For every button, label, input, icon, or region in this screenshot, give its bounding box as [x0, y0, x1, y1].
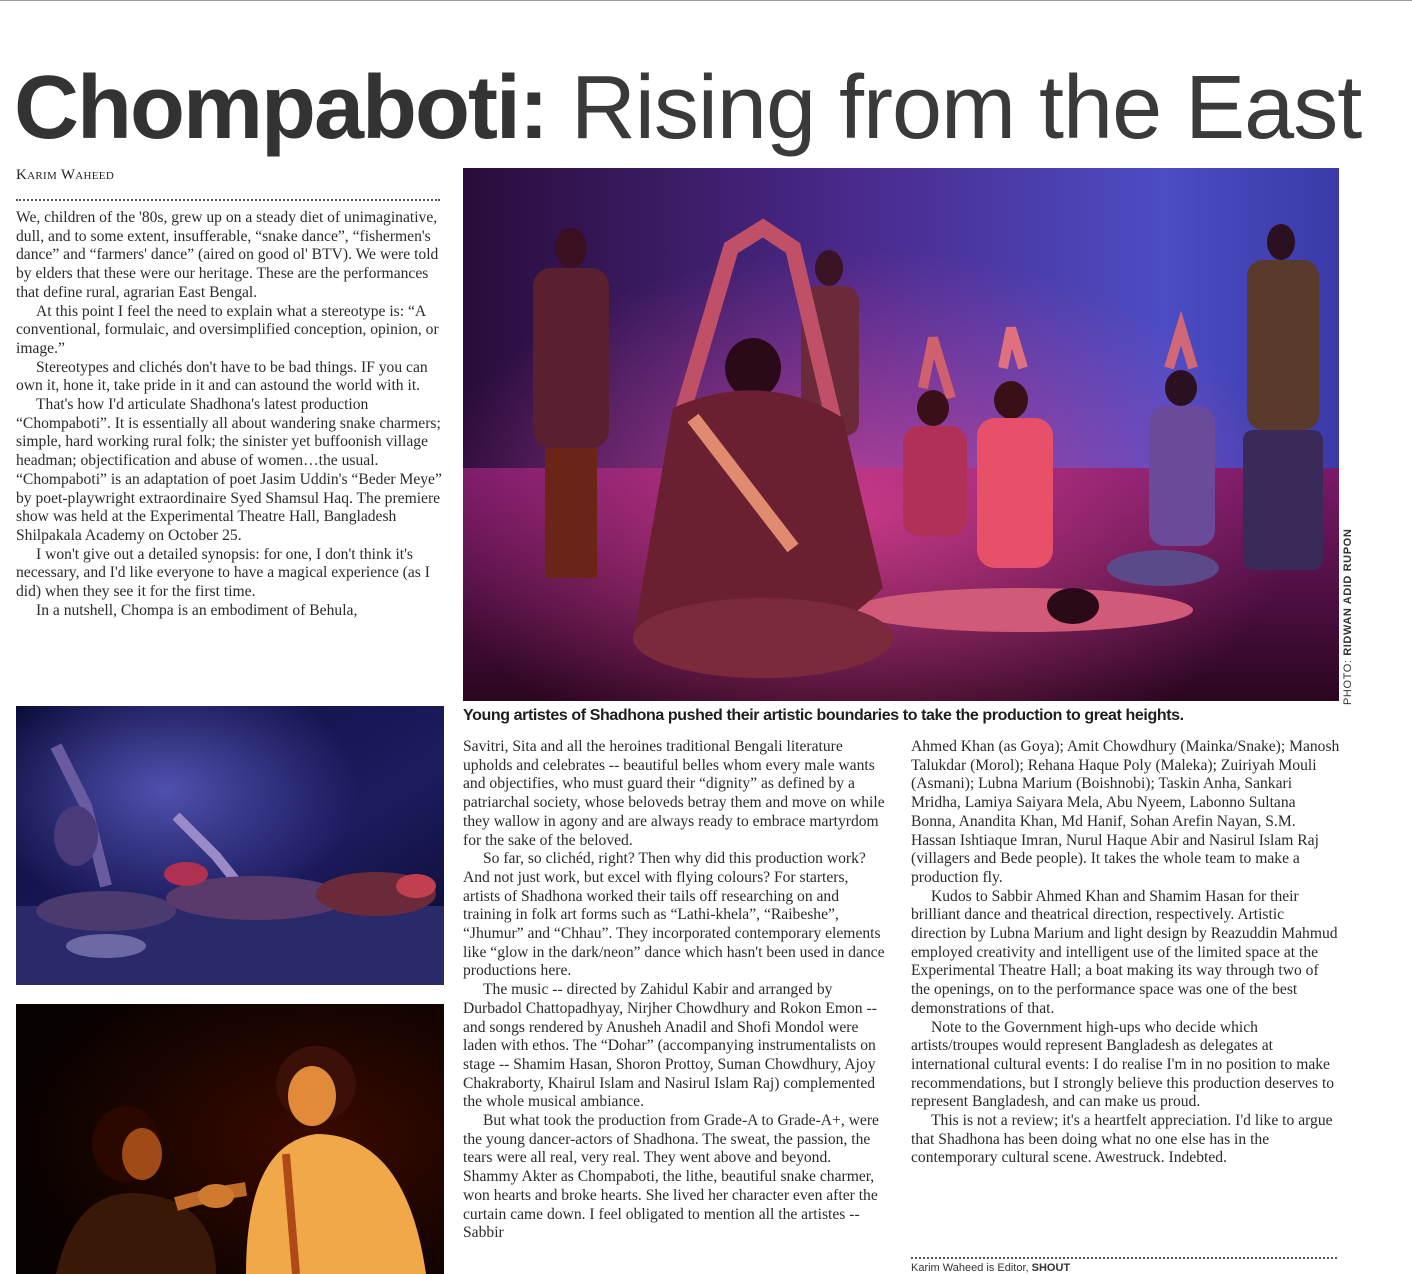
author-footnote [911, 1262, 1070, 1274]
column-3 [911, 738, 1341, 1168]
paragraph: Savitri, Sita and all the heroines traditional Bengali literature upholds and celebrates -- beautiful belles whom every male wants and objectifies, who must guard their “dignity” as defined by a patriarchal society, whose beloveds betray them and move on while they wallow in agony and are always ready to embrace martyrdom for the sake of the beloved. [463, 738, 885, 849]
paragraph: Kudos to Sabbir Ahmed Khan and Shamim Hasan for their brilliant dance and theatrical direction, respectively. Artistic direction by Lubna Marium and light design by Reazuddin Mahmud employed creativity and intelligent use of the limited space at the Experimental Theatre Hall; a boat making its way through two of the openings, on to the performance space was one of the best demonstrations of that. [911, 887, 1338, 1017]
dancers-floor-photo [16, 706, 444, 985]
two-performers-photo [16, 1004, 444, 1274]
paragraph: Stereotypes and clichés don't have to be bad things. IF you can own it, hone it, take pride in it and can astound the world with it. [16, 358, 428, 395]
title-light: Rising from the East [570, 58, 1362, 158]
paragraph: The music -- directed by Zahidul Kabir and arranged by Durbadol Chattopadhyay, Nirjher Chowdhury and Rokon Emon -- and songs rendered by Anusheh Anadil and Shofi Mondol were laden with ethos. The “Dohar” (accompanying instrumentalists on stage -- Shamim Hasan, Shoron Prottoy, Suman Chowdhury, Ajoy Chakraborty, Khairul Islam and Nasirul Islam Raj) complemented the whole musical ambiance. [463, 981, 877, 1111]
photo-caption: Young artistes of Shadhona pushed their artistic boundaries to take the production to great heights. [463, 707, 1184, 724]
paragraph: Note to the Government high-ups who decide which artists/troupes would represent Bangladesh as delegates at international cultural events: I do realise I'm in no position to make recommendations, but I strongly believe this production deserves to represent Bangladesh, and can make us proud. [911, 1018, 1335, 1111]
photo-credit-name: RIDWAN ADID RUPON [1342, 528, 1354, 656]
paragraph: Ahmed Khan (as Goya); Amit Chowdhury (Mainka/Snake); Manosh Talukdar (Morol); Rehana Haque Poly (Maleka); Zuiriyah Mouli (Asmani); Lubna Marium (Boishnobi); Taskin Anha, Sankari Mridha, Lamiya Saiyara Mela, Abu Nyeem, Labonno Sultana Bonna, Anandita Khan, Md Hanif, Sohan Arefin Nayan, S.M. Hassan Ishtiaque Imran, Nurul Haque Abir and Nasirul Islam Raj (villagers and Bede people). It takes the whole team to make a production fly. [911, 738, 1340, 886]
main-stage-photo [463, 168, 1339, 701]
paragraph: In a nutshell, Chompa is an embodiment of Behula, [36, 601, 358, 619]
footnote-publication: SHOUT [1031, 1262, 1071, 1274]
byline: Karim Waheed [16, 167, 115, 183]
byline-divider [16, 199, 440, 201]
photo-credit [1342, 529, 1354, 705]
paragraph: I won't give out a detailed synopsis: for one, I don't think it's necessary, and I'd like everyone to have a magical experience (as I did) when they see it for the first time. [16, 545, 430, 601]
title-bold: Chompaboti: [14, 58, 547, 158]
column-2 [463, 738, 888, 1243]
column-1 [16, 209, 448, 620]
paragraph: That's how I'd articulate Shadhona's latest production “Chompaboti”. It is essentially all about wandering snake charmers; simple, hard working rural folk; the sinister yet buffoonish village headman; objectification and abuse of women…the usual. “Chompaboti” is an adaptation of poet Jasim Uddin's “Beder Meye” by poet-playwright extraordinaire Syed Shamsul Haq. The premiere show was held at the Experimental Theatre Hall, Bangladesh Shilpakala Academy on October 25. [16, 396, 442, 544]
top-rule [0, 0, 1412, 1]
footnote-text: Karim Waheed is Editor, [911, 1262, 1029, 1274]
paragraph: But what took the production from Grade-A to Grade-A+, were the young dancer-actors of Shadhona. The sweat, the passion, the tears were all real, very real. They went above and beyond. Shammy Akter as Chompaboti, the lithe, beautiful snake charmer, won hearts and broke hearts. She lived her character even after the curtain came down. I feel obligated to mention all the artistes -- Sabbir [463, 1112, 879, 1242]
footnote-divider [911, 1257, 1337, 1259]
paragraph: We, children of the '80s, grew up on a steady diet of unimaginative, dull, and to some extent, insufferable, “snake dance”, “fishermen's dance” and “farmers' dance” (aired on good ol' BTV). We were told by elders that these were our heritage. These are the performances that define rural, agrarian East Bengal. [16, 209, 439, 301]
paragraph: So far, so clichéd, right? Then why did this production work? And not just work, but excel with flying colours? For starters, artists of Shadhona worked their tails off researching on and training in folk art forms such as “Lathi-khela”, “Raibeshe”, “Jhumur” and “Chhau”. They incorporated contemporary elements like “glow in the dark/neon” dance which hasn't been used in dance productions here. [463, 850, 885, 980]
paragraph: This is not a review; it's a heartfelt appreciation. I'd like to argue that Shadhona has been doing what no one else has in the contemporary cultural scene. Awestruck. Indebted. [911, 1112, 1333, 1167]
page-title [14, 58, 1361, 158]
photo-credit-label: PHOTO: [1342, 659, 1354, 705]
paragraph: At this point I feel the need to explain what a stereotype is: “A conventional, formulaic, and oversimplified conception, opinion, or image.” [16, 302, 439, 357]
